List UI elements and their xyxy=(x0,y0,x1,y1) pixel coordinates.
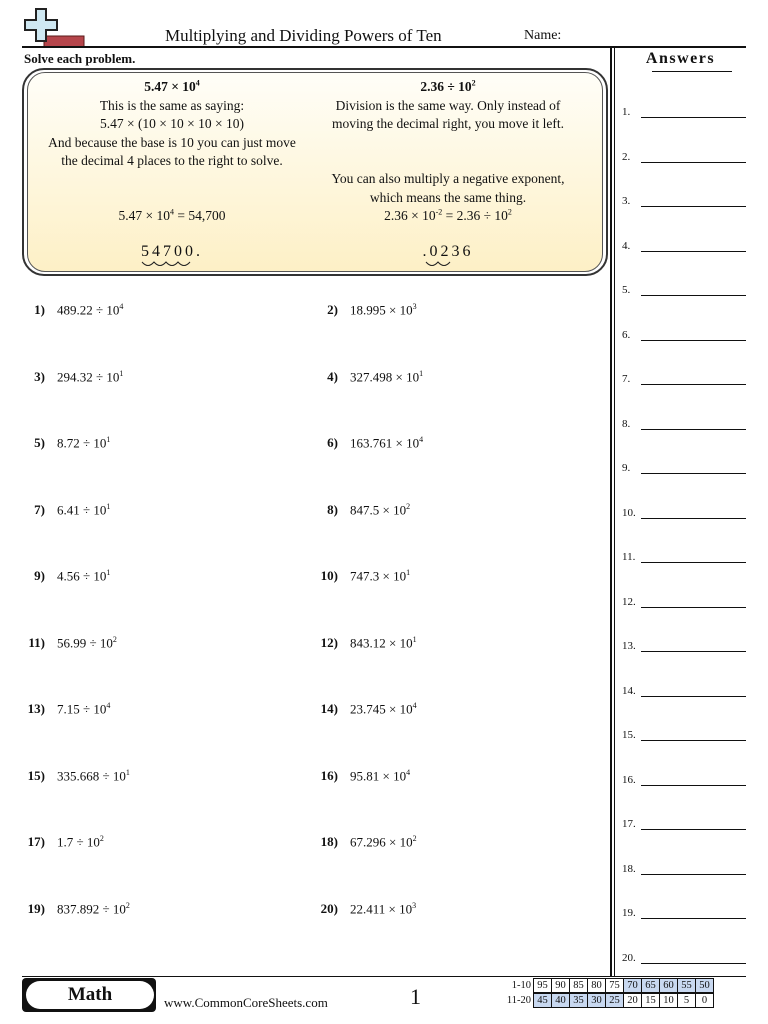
problem xyxy=(28,634,117,651)
problem xyxy=(34,368,124,385)
score-cell: 5 xyxy=(678,994,696,1008)
problem-exponent: 3 xyxy=(412,900,417,910)
problem xyxy=(320,701,417,717)
answer-blank[interactable] xyxy=(620,768,746,788)
score-cell: 95 xyxy=(534,979,552,993)
answer-blank[interactable] xyxy=(620,323,746,343)
answer-line[interactable] xyxy=(641,740,746,741)
page-number: 1 xyxy=(410,984,421,1009)
problem-exponent: 2 xyxy=(99,834,104,843)
answer-line[interactable] xyxy=(641,874,746,875)
answer-line[interactable] xyxy=(641,785,746,786)
answer-blank[interactable] xyxy=(620,145,746,165)
score-cell: 80 xyxy=(588,979,606,993)
problem xyxy=(27,900,130,917)
problem-number: 14) xyxy=(320,701,338,716)
answer-number: 5. xyxy=(622,284,631,296)
problem-expression: 4.56 ÷ 10 xyxy=(57,568,107,584)
problem-number: 8) xyxy=(327,501,338,517)
problem-expression: 843.12 × 10 xyxy=(350,634,413,650)
answer-blank[interactable] xyxy=(620,901,746,921)
answer-number: 19. xyxy=(622,907,636,919)
problem-number: 9) xyxy=(34,568,45,583)
example-left-result: $5.47 \times 10^4 = 54,700$ xyxy=(118,207,226,223)
answer-line[interactable] xyxy=(641,607,746,608)
answer-number: 10. xyxy=(622,506,636,519)
problem xyxy=(327,368,424,385)
problem-number: 13) xyxy=(27,701,45,716)
score-cell: 20 xyxy=(624,994,642,1008)
answer-number: 20. xyxy=(622,951,636,964)
problem xyxy=(27,701,111,717)
problem xyxy=(27,767,130,784)
problem-expression: 837.892 ÷ 10 xyxy=(57,900,126,916)
problem-expression: 22.411 × 10 xyxy=(350,900,413,916)
score-cell: 70 xyxy=(624,979,642,993)
name-label: Name: xyxy=(524,28,562,43)
answer-blank[interactable] xyxy=(620,278,746,298)
problem-number: 5) xyxy=(34,435,45,450)
score-cell: 0 xyxy=(696,994,714,1008)
problem xyxy=(320,834,417,850)
answer-blank[interactable] xyxy=(620,590,746,610)
example-right-heading: $2.36 \div 10^2$ xyxy=(420,78,476,94)
answer-line[interactable] xyxy=(641,963,746,964)
score-cell: 75 xyxy=(606,979,624,993)
score-cell: 90 xyxy=(552,979,570,993)
problem-exponent: 4 xyxy=(412,701,417,710)
problem xyxy=(34,435,111,451)
answer-number: 7. xyxy=(622,373,631,385)
problem xyxy=(320,634,417,651)
answer-number: 18. xyxy=(622,862,636,875)
answer-blank[interactable] xyxy=(620,456,746,476)
answer-number: 8. xyxy=(622,417,631,430)
problem-exponent: 1 xyxy=(106,501,111,511)
answer-blank[interactable] xyxy=(620,501,746,521)
problem-expression: 327.498 × 10 xyxy=(350,368,420,384)
answer-number: 1. xyxy=(622,106,631,118)
problem xyxy=(320,900,417,917)
answer-line[interactable] xyxy=(641,117,746,118)
problem-expression: 6.41 ÷ 10 xyxy=(57,501,107,517)
problem-exponent: 2 xyxy=(125,900,130,910)
answer-number: 9. xyxy=(622,462,631,474)
answer-blank[interactable] xyxy=(620,946,746,966)
problem-number: 17) xyxy=(27,834,45,849)
answer-line[interactable] xyxy=(641,384,746,385)
problem xyxy=(320,568,411,584)
answers-title-underline xyxy=(652,71,732,72)
answer-blank[interactable] xyxy=(620,367,746,387)
answer-line[interactable] xyxy=(641,162,746,163)
problem-exponent: 4 xyxy=(406,767,411,777)
answer-number: 14. xyxy=(622,684,636,697)
answer-number: 4. xyxy=(622,239,631,252)
answer-number: 15. xyxy=(622,729,636,741)
answer-line[interactable] xyxy=(641,518,746,519)
score-row xyxy=(497,993,714,1008)
problem-exponent: 2 xyxy=(406,501,411,511)
problem-number: 20) xyxy=(320,900,338,916)
problem-exponent: 2 xyxy=(112,634,117,644)
problem-expression: 489.22 ÷ 10 xyxy=(57,302,120,318)
example-right-line2: moving the decimal right, you move it left. xyxy=(331,116,565,131)
answer-blank[interactable] xyxy=(620,412,746,432)
problem-exponent: 1 xyxy=(419,368,424,378)
answer-line[interactable] xyxy=(641,206,746,207)
problem-number: 1) xyxy=(34,302,45,317)
problem-expression: 7.15 ÷ 10 xyxy=(57,701,107,717)
problem-number: 2) xyxy=(327,302,338,317)
problem-number: 4) xyxy=(327,368,338,384)
answer-line[interactable] xyxy=(641,651,746,652)
footer-rule xyxy=(22,976,746,977)
answer-number: 3. xyxy=(622,195,631,207)
answer-blank[interactable] xyxy=(620,723,746,743)
example-right-digits: .0236 xyxy=(422,243,474,260)
example-right-line4: which means the same thing. xyxy=(369,189,527,205)
problem-number: 15) xyxy=(27,767,45,783)
problem-expression: 56.99 ÷ 10 xyxy=(57,634,113,650)
problem-number: 6) xyxy=(327,435,338,450)
problem-expression: 747.3 × 10 xyxy=(350,568,407,584)
example-left-line4: the decimal 4 places to the right to solve. xyxy=(61,153,283,168)
answer-blank[interactable] xyxy=(620,679,746,699)
problem-expression: 1.7 ÷ 10 xyxy=(57,834,100,850)
answers-title: Answers xyxy=(645,50,716,67)
problem-exponent: 3 xyxy=(412,302,417,311)
score-cell: 65 xyxy=(642,979,660,993)
problem xyxy=(327,435,424,451)
example-left xyxy=(27,78,317,171)
problem xyxy=(327,302,417,318)
answer-line[interactable] xyxy=(641,340,746,341)
example-right-jump-arcs xyxy=(424,261,464,269)
problem-number: 7) xyxy=(34,501,45,517)
example-right xyxy=(303,78,593,134)
problem-expression: 67.296 × 10 xyxy=(350,834,413,850)
answer-blank[interactable] xyxy=(620,634,746,654)
problem xyxy=(327,501,411,518)
worksheet-title: Multiplying and Dividing Powers of Ten xyxy=(165,26,442,45)
score-range-label: 11-20 xyxy=(506,994,531,1006)
score-cell: 35 xyxy=(570,994,588,1008)
answer-blank[interactable] xyxy=(620,100,746,120)
answer-line[interactable] xyxy=(641,562,746,563)
site-url: www.CommonCoreSheets.com xyxy=(164,995,328,1010)
example-left-line2: 5.47 × (10 × 10 × 10 × 10) xyxy=(99,116,245,131)
answer-number: 13. xyxy=(622,640,636,652)
problem-number: 11) xyxy=(28,634,45,650)
answer-divider-thin xyxy=(614,46,615,976)
example-left-line3: And because the base is 10 you can just move xyxy=(48,134,296,150)
problem-exponent: 1 xyxy=(119,368,124,378)
score-cell: 45 xyxy=(534,994,552,1008)
score-cell: 15 xyxy=(642,994,660,1008)
example-right-line1: Division is the same way. Only instead of xyxy=(335,97,561,113)
problem-number: 18) xyxy=(320,834,338,849)
answer-number: 16. xyxy=(622,773,636,786)
score-cell: 10 xyxy=(660,994,678,1008)
example-left-jump-arcs xyxy=(138,261,198,269)
problem-exponent: 1 xyxy=(125,767,130,777)
problem-exponent: 2 xyxy=(412,834,417,843)
problem-number: 12) xyxy=(320,634,338,650)
math-logo-icon xyxy=(22,6,88,48)
example-left-heading: $5.47 \times 10^4$ xyxy=(144,78,200,94)
problem-expression: 294.32 ÷ 10 xyxy=(57,368,120,384)
answer-divider xyxy=(610,46,612,976)
score-cell: 50 xyxy=(696,979,714,993)
answer-blank[interactable] xyxy=(620,234,746,254)
score-cell: 60 xyxy=(660,979,678,993)
problem-exponent: 4 xyxy=(419,435,424,444)
problem xyxy=(34,568,111,584)
answer-line[interactable] xyxy=(641,473,746,474)
problem-exponent: 1 xyxy=(106,435,111,444)
answer-line[interactable] xyxy=(641,251,746,252)
answer-number: 12. xyxy=(622,595,636,608)
problem-exponent: 1 xyxy=(106,568,111,577)
problem xyxy=(320,767,411,784)
example-right-negative xyxy=(303,170,593,226)
score-cell: 40 xyxy=(552,994,570,1008)
answer-blank[interactable] xyxy=(620,545,746,565)
answer-line[interactable] xyxy=(641,295,746,296)
problem-expression: 847.5 × 10 xyxy=(350,501,407,517)
problem-number: 3) xyxy=(34,368,45,384)
answer-number: 6. xyxy=(622,328,631,341)
problem-expression: 163.761 × 10 xyxy=(350,435,420,451)
score-row xyxy=(497,978,714,993)
answer-line[interactable] xyxy=(641,696,746,697)
problem-expression: 23.745 × 10 xyxy=(350,701,413,717)
answer-number: 2. xyxy=(622,150,631,163)
problem-exponent: 1 xyxy=(406,568,411,577)
answer-blank[interactable] xyxy=(620,812,746,832)
header-rule xyxy=(22,46,746,48)
answer-line[interactable] xyxy=(641,829,746,830)
problem-expression: 18.995 × 10 xyxy=(350,302,413,318)
problem-exponent: 4 xyxy=(119,302,124,311)
score-cell: 85 xyxy=(570,979,588,993)
example-right-line3: You can also multiply a negative exponent, xyxy=(331,171,565,186)
problem-exponent: 1 xyxy=(412,634,417,644)
problem-expression: 95.81 × 10 xyxy=(350,767,407,783)
example-right-result: $2.36 \times 10^{-2} = 2.36 \div 10^2$ xyxy=(384,207,512,223)
answer-blank[interactable] xyxy=(620,857,746,877)
problem-expression: 335.668 ÷ 10 xyxy=(57,767,126,783)
problem-number: 19) xyxy=(27,900,45,916)
problem-exponent: 4 xyxy=(106,701,111,710)
instructions: Solve each problem. xyxy=(24,51,136,66)
subject-label: Math xyxy=(26,981,154,1009)
answer-number: 17. xyxy=(622,818,636,830)
example-left-digits: 54700. xyxy=(141,243,203,260)
answer-line[interactable] xyxy=(641,918,746,919)
score-range-label: 1-10 xyxy=(511,979,531,991)
answer-blank[interactable] xyxy=(620,189,746,209)
problem-number: 16) xyxy=(320,767,338,783)
problem xyxy=(34,302,124,318)
answer-number: 11. xyxy=(622,551,636,563)
problem xyxy=(34,501,111,518)
problem-number: 10) xyxy=(320,568,338,583)
example-left-line1: This is the same as saying: xyxy=(99,97,245,113)
score-cell: 25 xyxy=(606,994,624,1008)
problem xyxy=(27,834,104,850)
score-cell: 30 xyxy=(588,994,606,1008)
score-cell: 55 xyxy=(678,979,696,993)
answer-line[interactable] xyxy=(641,429,746,430)
problem-expression: 8.72 ÷ 10 xyxy=(57,435,107,451)
